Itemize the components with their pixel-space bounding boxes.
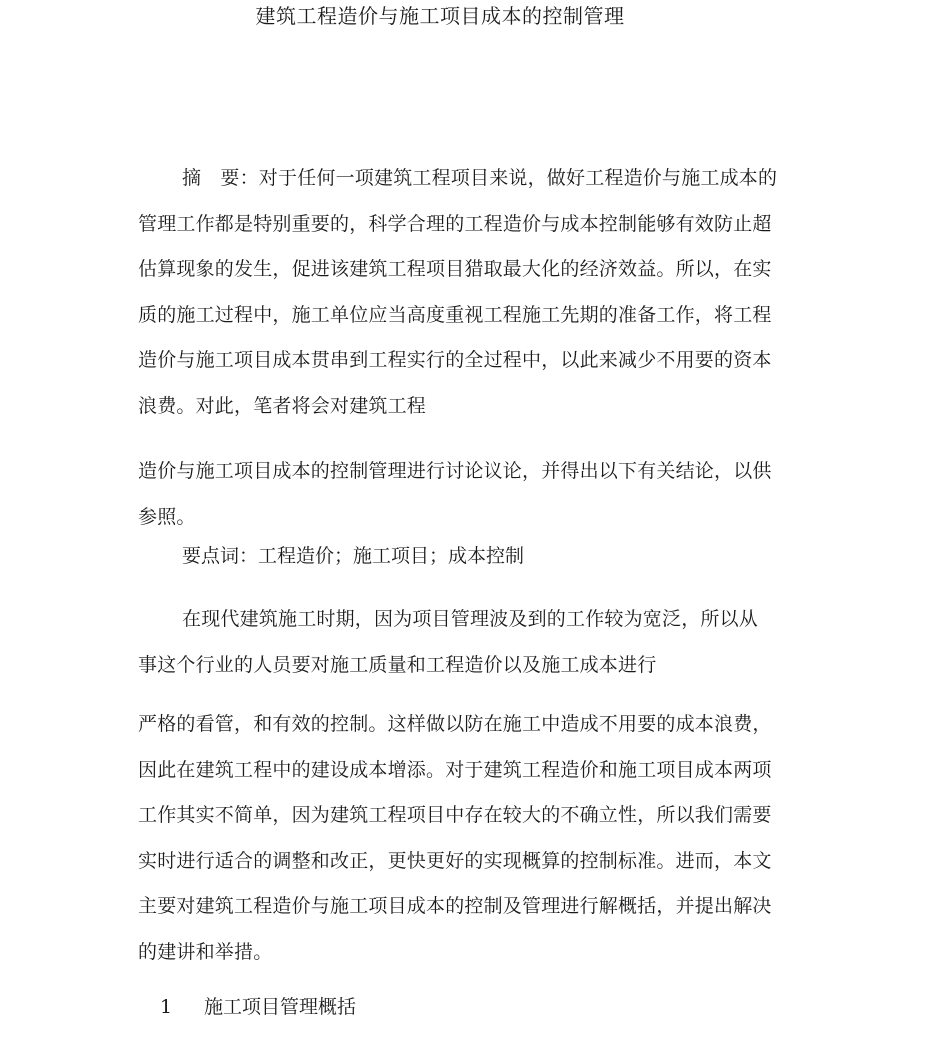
- abstract-paragraph: [138, 156, 818, 429]
- abstract-continuation: [138, 449, 818, 540]
- intro-line: 事这个行业的人员要对施工质量和工程造价以及施工成本进行: [138, 653, 657, 676]
- section-number: 1: [160, 996, 173, 1018]
- keywords-line: 要点词：工程造价；施工项目；成本控制: [182, 545, 525, 567]
- document-title: 建筑工程造价与施工项目成本的控制管理: [255, 4, 625, 28]
- abstract-line: 摘 要：对于任何一项建筑工程项目来说，做好工程造价与施工成本的: [182, 167, 778, 189]
- abstract-line: 管理工作都是特别重要的，科学合理的工程造价与成本控制能够有效防止超: [138, 212, 772, 235]
- body-line: 工作其实不简单，因为建筑工程项目中存在较大的不确立性，所以我们需要: [138, 804, 772, 826]
- body-line: 因此在建筑工程中的建设成本增添。对于建筑工程造价和施工项目成本两项: [138, 758, 772, 781]
- body-line: 严格的看管，和有效的控制。这样做以防在施工中造成不用要的成本浪费，: [138, 713, 772, 735]
- body-line: 的建讲和举措。: [138, 940, 273, 963]
- abstract-line: 估算现象的发生，促进该建筑工程项目猎取最大化的经济效益。所以，在实: [138, 258, 772, 280]
- abstract-line: 造价与施工项目成本贯串到工程实行的全过程中，以此来减少不用要的资本: [138, 349, 772, 371]
- intro-paragraph: [138, 597, 818, 688]
- abstract-line: 浪费。对此，笔者将会对建筑工程: [138, 394, 427, 417]
- body-paragraph: [138, 702, 818, 975]
- intro-line: 在现代建筑施工时期，因为项目管理波及到的工作较为宽泛，所以从: [182, 608, 759, 630]
- section-heading: [160, 987, 356, 1027]
- body-line: 主要对建筑工程造价与施工项目成本的控制及管理进行解概括，并提出解决: [138, 895, 772, 917]
- section-title: 施工项目管理概括: [204, 996, 357, 1018]
- abstract-line: 参照。: [138, 505, 196, 528]
- abstract-line: 质的施工过程中，施工单位应当高度重视工程施工先期的准备工作，将工程: [138, 303, 772, 326]
- body-line: 实时进行适合的调整和改正，更快更好的实现概算的控制标准。进而，本文: [138, 849, 772, 872]
- abstract-line: 造价与施工项目成本的控制管理进行讨论议论，并得出以下有关结论，以供: [138, 460, 772, 482]
